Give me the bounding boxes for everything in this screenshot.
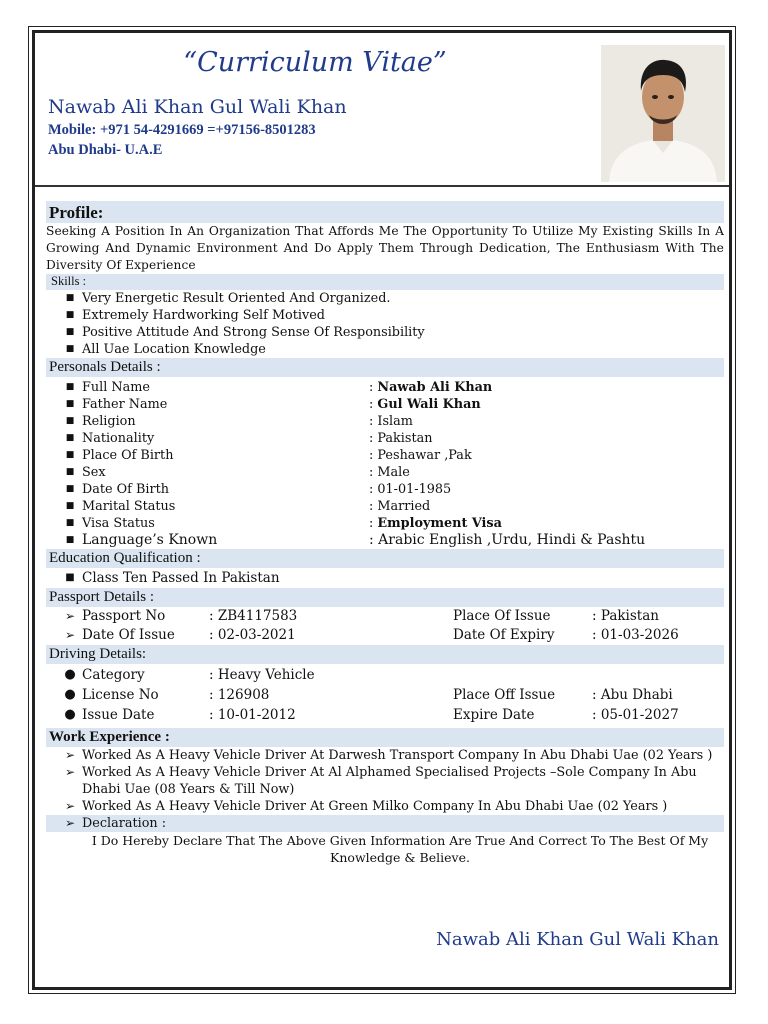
list-item: ■ All Uae Location Knowledge xyxy=(46,341,724,358)
arrow-bullet-icon: ➢ xyxy=(64,799,76,813)
passport-heading: Passport Details : xyxy=(46,588,724,607)
list-item: ➢ Worked As A Heavy Vehicle Driver At Darwesh Transport Company In Abu Dhabi Uae (02 Years ) xyxy=(64,748,713,763)
detail-row: ■ Place Of Birth : Peshawar ,Pak xyxy=(46,447,724,464)
arrow-bullet-icon: ➢ xyxy=(64,628,76,642)
driving-heading: Driving Details: xyxy=(46,645,724,664)
square-bullet-icon: ■ xyxy=(65,484,75,494)
detail-row: ➢ Date Of Issue : 02-03-2021 Date Of Expiry : 01-03-2026 xyxy=(64,627,679,643)
detail-row: ● License No : 126908 Place Off Issue : Abu Dhabi xyxy=(64,687,673,703)
work-list xyxy=(46,747,724,832)
location: Abu Dhabi- U.A.E xyxy=(48,142,163,158)
list-item: ➢ Worked As A Heavy Vehicle Driver At Green Milko Company In Abu Dhabi Uae (02 Years ) xyxy=(64,799,668,814)
square-bullet-icon: ■ xyxy=(65,572,75,583)
detail-row: ■ Father Name : Gul Wali Khan xyxy=(46,396,724,413)
passport-details xyxy=(46,607,724,645)
list-item: ➢ Worked As A Heavy Vehicle Driver At Al Alphamed Specialised Projects –Sole Company In Abu Dhabi Uae (08 Years & Till Now) xyxy=(64,765,697,797)
detail-row: ■ Nationality : Pakistan xyxy=(46,430,724,447)
declaration-heading: ➢ Declaration : xyxy=(46,815,724,832)
detail-row: ■ Language’s Known : Arabic English ,Urdu, Hindi & Pashtu xyxy=(46,532,724,549)
square-bullet-icon: ■ xyxy=(65,433,75,443)
square-bullet-icon: ■ xyxy=(65,293,75,303)
mobile-numbers: Mobile: +971 54-4291669 =+97156-8501283 xyxy=(48,122,316,138)
square-bullet-icon: ■ xyxy=(65,416,75,426)
arrow-bullet-icon: ➢ xyxy=(64,816,76,830)
detail-row: ■ Religion : Islam xyxy=(46,413,724,430)
arrow-bullet-icon: ➢ xyxy=(64,748,76,762)
arrow-bullet-icon: ➢ xyxy=(64,609,76,623)
dot-bullet-icon: ● xyxy=(64,707,76,722)
list-item: ■ Class Ten Passed In Pakistan xyxy=(46,568,724,588)
work-heading: Work Experience : xyxy=(46,728,724,747)
personal-details xyxy=(46,377,724,549)
person-photo-icon xyxy=(601,45,725,182)
skills-heading: Skills : xyxy=(46,274,724,290)
list-item: ■ Positive Attitude And Strong Sense Of Responsibility xyxy=(46,324,724,341)
arrow-bullet-icon: ➢ xyxy=(64,765,76,779)
dot-bullet-icon: ● xyxy=(64,667,76,682)
cv-title: “Curriculum Vitae” xyxy=(183,47,447,78)
detail-row: ■ Visa Status : Employment Visa xyxy=(46,515,724,532)
profile-text: Seeking A Position In An Organization That Affords Me The Opportunity To Utilize My Existing Skills In A Growing And Dynamic Environment And Do Apply Them Through Dedication, The Enthusiasm With The Diversity Of Experience xyxy=(46,224,724,272)
detail-row: ■ Date Of Birth : 01-01-1985 xyxy=(46,481,724,498)
detail-row: ➢ Passport No : ZB4117583 Place Of Issue : Pakistan xyxy=(64,608,659,624)
list-item: ■ Extremely Hardworking Self Motived xyxy=(46,307,724,324)
square-bullet-icon: ■ xyxy=(65,399,75,409)
square-bullet-icon: ■ xyxy=(65,450,75,460)
applicant-name: Nawab Ali Khan Gul Wali Khan xyxy=(48,96,347,118)
list-item: ■ Very Energetic Result Oriented And Organized. xyxy=(46,290,724,307)
square-bullet-icon: ■ xyxy=(65,327,75,337)
square-bullet-icon: ■ xyxy=(65,344,75,354)
skills-list xyxy=(46,290,724,358)
detail-row: ■ Full Name : Nawab Ali Khan xyxy=(46,379,724,396)
square-bullet-icon: ■ xyxy=(65,310,75,320)
cv-header xyxy=(35,33,729,187)
detail-row: ● Issue Date : 10-01-2012 Expire Date : 05-01-2027 xyxy=(64,707,679,723)
cv-body xyxy=(46,201,724,866)
declaration-text: I Do Hereby Declare That The Above Given Information Are True And Correct To The Best Of My Knowledge & Believe. xyxy=(91,833,709,865)
education-heading: Education Qualification : xyxy=(46,549,724,568)
square-bullet-icon: ■ xyxy=(65,501,75,511)
square-bullet-icon: ■ xyxy=(65,467,75,477)
driving-details xyxy=(46,664,724,725)
detail-row: ■ Marital Status : Married xyxy=(46,498,724,515)
square-bullet-icon: ■ xyxy=(65,518,75,528)
square-bullet-icon: ■ xyxy=(65,535,75,545)
square-bullet-icon: ■ xyxy=(65,382,75,392)
detail-row: ● Category : Heavy Vehicle xyxy=(64,667,315,683)
profile-heading: Profile: xyxy=(46,201,724,223)
personal-heading: Personals Details : xyxy=(46,358,724,377)
dot-bullet-icon: ● xyxy=(64,687,76,702)
detail-row: ■ Sex : Male xyxy=(46,464,724,481)
signature-name: Nawab Ali Khan Gul Wali Khan xyxy=(436,929,719,950)
cv-page-frame xyxy=(32,30,732,990)
